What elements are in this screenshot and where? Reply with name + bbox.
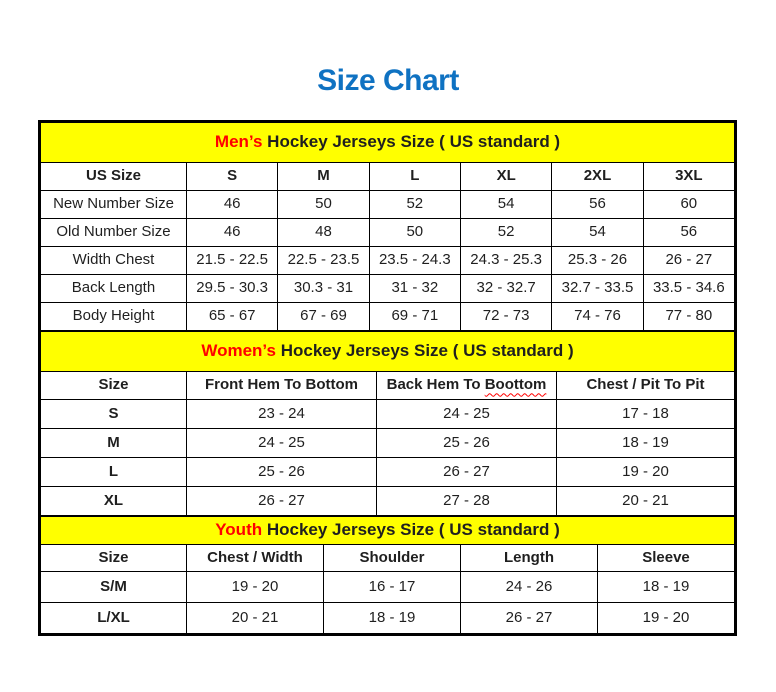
cell: 18 - 19 <box>557 429 735 458</box>
cell: 23 - 24 <box>187 400 377 429</box>
mens-banner-row <box>41 123 735 163</box>
cell: 50 <box>369 219 460 247</box>
cell: 24 - 25 <box>377 400 557 429</box>
row-label: Back Length <box>41 275 187 303</box>
table-row <box>41 275 735 303</box>
row-label: New Number Size <box>41 191 187 219</box>
column-header: M <box>278 163 369 191</box>
cell: 72 - 73 <box>460 303 551 331</box>
cell: 56 <box>643 219 734 247</box>
cell: 32 - 32.7 <box>460 275 551 303</box>
cell: 46 <box>187 191 278 219</box>
cell: 16 - 17 <box>324 572 461 603</box>
column-header: Sleeve <box>598 545 735 572</box>
womens-banner-rest: Hockey Jerseys Size ( US standard ) <box>275 341 574 361</box>
page-title: Size Chart <box>317 64 459 97</box>
cell: 56 <box>552 191 643 219</box>
header-text: Back Hem To <box>386 376 485 394</box>
youth-banner-highlight: Youth <box>215 520 263 540</box>
youth-size-table <box>40 516 735 634</box>
cell: 20 - 21 <box>187 603 324 634</box>
cell: 21.5 - 22.5 <box>187 247 278 275</box>
row-label: Body Height <box>41 303 187 331</box>
row-label: S <box>41 400 187 429</box>
row-label: XL <box>41 487 187 516</box>
youth-banner-row <box>41 517 735 545</box>
column-header: US Size <box>41 163 187 191</box>
mens-header-row <box>41 163 735 191</box>
cell: 25 - 26 <box>187 458 377 487</box>
youth-header-row <box>41 545 735 572</box>
womens-banner-highlight: Women’s <box>201 341 276 361</box>
column-header: Length <box>461 545 598 572</box>
cell: 25.3 - 26 <box>552 247 643 275</box>
cell: 23.5 - 24.3 <box>369 247 460 275</box>
cell: 52 <box>369 191 460 219</box>
cell: 17 - 18 <box>557 400 735 429</box>
mens-banner <box>41 123 735 163</box>
cell: 19 - 20 <box>557 458 735 487</box>
cell: 65 - 67 <box>187 303 278 331</box>
cell: 26 - 27 <box>461 603 598 634</box>
cell: 18 - 19 <box>324 603 461 634</box>
cell: 24 - 25 <box>187 429 377 458</box>
cell: 69 - 71 <box>369 303 460 331</box>
column-header: Size <box>41 372 187 400</box>
row-label: S/M <box>41 572 187 603</box>
cell: 18 - 19 <box>598 572 735 603</box>
cell: 31 - 32 <box>369 275 460 303</box>
cell: 54 <box>552 219 643 247</box>
cell: 26 - 27 <box>643 247 734 275</box>
cell: 19 - 20 <box>598 603 735 634</box>
cell: 27 - 28 <box>377 487 557 516</box>
table-row <box>41 303 735 331</box>
table-row <box>41 458 735 487</box>
mens-size-table <box>40 122 735 331</box>
cell: 46 <box>187 219 278 247</box>
row-label: L/XL <box>41 603 187 634</box>
womens-header-row <box>41 372 735 400</box>
column-header: Chest / Pit To Pit <box>557 372 735 400</box>
column-header: Front Hem To Bottom <box>187 372 377 400</box>
cell: 52 <box>460 219 551 247</box>
cell: 48 <box>278 219 369 247</box>
table-row <box>41 603 735 634</box>
row-label: L <box>41 458 187 487</box>
cell: 67 - 69 <box>278 303 369 331</box>
column-header: 3XL <box>643 163 734 191</box>
cell: 22.5 - 23.5 <box>278 247 369 275</box>
womens-size-table <box>40 331 735 516</box>
column-header: L <box>369 163 460 191</box>
column-header: Size <box>41 545 187 572</box>
cell: 24 - 26 <box>461 572 598 603</box>
cell: 25 - 26 <box>377 429 557 458</box>
cell: 74 - 76 <box>552 303 643 331</box>
cell: 32.7 - 33.5 <box>552 275 643 303</box>
cell: 19 - 20 <box>187 572 324 603</box>
cell: 30.3 - 31 <box>278 275 369 303</box>
youth-banner-rest: Hockey Jerseys Size ( US standard ) <box>262 520 560 540</box>
column-header: 2XL <box>552 163 643 191</box>
size-chart <box>38 120 737 636</box>
column-header: XL <box>460 163 551 191</box>
table-row <box>41 572 735 603</box>
cell: 33.5 - 34.6 <box>643 275 734 303</box>
row-label: M <box>41 429 187 458</box>
column-header <box>377 372 557 400</box>
cell: 77 - 80 <box>643 303 734 331</box>
table-row <box>41 429 735 458</box>
cell: 26 - 27 <box>187 487 377 516</box>
cell: 54 <box>460 191 551 219</box>
cell: 26 - 27 <box>377 458 557 487</box>
womens-banner <box>41 332 735 372</box>
youth-banner <box>41 517 735 545</box>
table-row <box>41 400 735 429</box>
mens-banner-highlight: Men’s <box>214 132 263 152</box>
misspelled-word: Boottom <box>484 376 547 394</box>
column-header: Shoulder <box>324 545 461 572</box>
table-row <box>41 191 735 219</box>
table-row <box>41 487 735 516</box>
column-header: Chest / Width <box>187 545 324 572</box>
row-label: Old Number Size <box>41 219 187 247</box>
cell: 60 <box>643 191 734 219</box>
cell: 24.3 - 25.3 <box>460 247 551 275</box>
womens-banner-row <box>41 332 735 372</box>
table-row <box>41 219 735 247</box>
mens-banner-rest: Hockey Jerseys Size ( US standard ) <box>262 132 561 152</box>
cell: 20 - 21 <box>557 487 735 516</box>
row-label: Width Chest <box>41 247 187 275</box>
table-row <box>41 247 735 275</box>
cell: 50 <box>278 191 369 219</box>
column-header: S <box>187 163 278 191</box>
cell: 29.5 - 30.3 <box>187 275 278 303</box>
